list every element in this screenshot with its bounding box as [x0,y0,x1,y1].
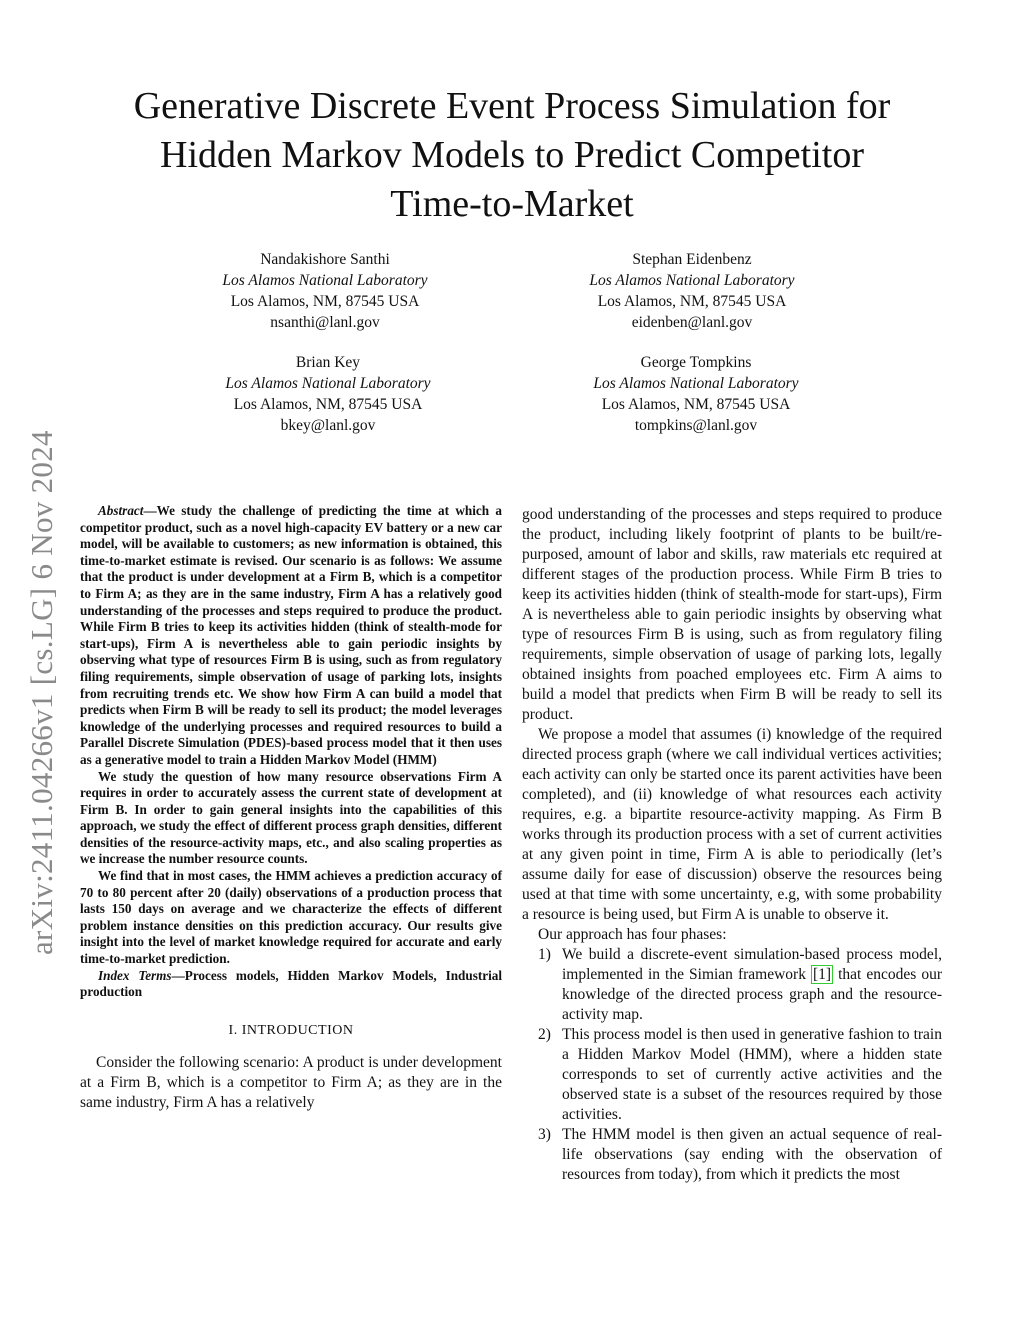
phase-item [522,1025,942,1125]
phase-number: 1) [538,946,551,963]
phase-text-cont: that encodes our knowledge of the directed process graph and the resource-activity map. [562,966,943,1023]
author-affiliation: Los Alamos National Laboratory [593,375,799,392]
abstract-label: Abstract [98,503,144,518]
author-affiliation: Los Alamos National Laboratory [225,375,431,392]
phase-text: The HMM model is then given an actual sequence of real-life observations (say ending with the observation of resources from today), from which it predicts the most [562,1126,942,1183]
phase-item [522,1125,942,1185]
author-address: Los Alamos, NM, 87545 USA [601,396,791,413]
author-affiliation: Los Alamos National Laboratory [589,272,795,289]
author-name: George Tompkins [640,354,752,371]
author-affiliation: Los Alamos National Laboratory [222,272,428,289]
phase-number: 2) [538,1026,551,1043]
abstract-paragraph: We find that in most cases, the HMM achieves a prediction accuracy of 70 to 80 percent after 20 (daily) observations of a production process that lasts 150 days on average and we characterize the effects of different problem instance densities on this prediction accuracy. Our results give insight into the level of market knowledge required for accurate and early time-to-market prediction. [80,868,502,967]
title-line: Generative Discrete Event Process Simulation for [133,85,891,127]
author-name: Nandakishore Santhi [260,251,390,268]
author-block-eidenbenz [532,249,852,333]
phases-list [522,945,942,1185]
body-paragraph: We propose a model that assumes (i) knowledge of the required directed process graph (where we call individual vertices activities; each activity can only be started once its parent activities have been completed), and (ii) knowledge of what resources each activity requires, e.g. a bipartite resource-activity mapping. As Firm B works through its production process with a set of current activities at any given point in time, Firm A is able to periodically (let’s assume daily for ease of discussion) observe the resources being used at that time with some uncertainty, e.g, with some probability a resource is being used, but Firm A is unable to observe it. [522,726,942,923]
author-name: Brian Key [295,354,361,371]
phases-intro: Our approach has four phases: [538,926,727,943]
phase-item [522,945,942,1025]
phase-text: We build a discrete-event simulation-based process model, implemented in the Simian framework [562,946,942,983]
index-terms-text: —Process models, Hidden Markov Models, Industrial production [80,967,502,1000]
author-address: Los Alamos, NM, 87545 USA [230,293,420,310]
author-email: eidenben@lanl.gov [631,314,753,331]
abstract-paragraph [80,503,502,769]
title-line: Hidden Markov Models to Predict Competitor [160,134,864,176]
index-terms-label: Index Terms [98,967,172,983]
author-block-santhi [165,249,485,333]
author-name: Stephan Eidenbenz [632,251,752,268]
citation-link[interactable]: [1] [813,966,832,983]
author-email: tompkins@lanl.gov [634,417,758,434]
right-column [522,505,942,1185]
index-terms [80,968,502,1001]
section-heading-introduction: I. INTRODUCTION [228,1022,354,1038]
phase-number: 3) [538,1126,551,1143]
arxiv-identifier: arXiv:2411.04266v1 [cs.LG] 6 Nov 2024 [24,430,59,955]
left-column [80,503,502,1113]
paper-title [80,82,944,229]
author-email: nsanthi@lanl.gov [270,314,380,331]
author-address: Los Alamos, NM, 87545 USA [233,396,423,413]
abstract [80,503,502,1001]
author-block-tompkins [536,352,856,436]
abstract-paragraph: We study the question of how many resource observations Firm A requires in order to accurately assess the current state of development at Firm B. In order to gain general insights into the capabilities of this approach, we study the effect of different process graph densities, different densities of the resource-activity maps, etc., and also scaling properties as we increase the number resource counts. [80,768,502,867]
author-block-key [168,352,488,436]
author-email: bkey@lanl.gov [280,417,376,434]
title-line: Time-to-Market [390,183,634,225]
body-paragraph: good understanding of the processes and steps required to produce the product, including likely footprint of plants to be built/re-purposed, amount of labor and skills, raw materials etc required at different stages of the production process. While Firm B tries to keep its activities hidden (think of stealth-mode for start-ups), Firm A is nevertheless able to gain periodic insights by observing what type of resources Firm B is using, such as from regulatory filing requirements, simple observation of usage of parking lots, legally obtained insights from poached employees etc. Firm A aims to build a model that predicts when Firm B will be ready to sell its product. [522,506,942,723]
abstract-text: —We study the challenge of predicting the time at which a competitor product, such as a novel high-capacity EV battery or a new car model, will be available to customers; as new information is obtained, this time-to-market estimate is revised. Our scenario is as follows: We assume that the product is under development at a Firm B, which is a competitor to Firm A; as they are in the same industry, Firm A has a relatively good understanding of the processes and steps required to produce the product. While Firm B tries to keep its activities hidden (think of stealth-mode for start-ups), Firm A is nevertheless able to gain periodic insights by observing what type of resources Firm B is using, such as from regulatory filing requirements, simple observation of usage of parking lots, insights from recruiting trends etc. We show how Firm A can build a model that predicts when Firm B will be ready to sell its product; the model leverages knowledge of the underlying processes and required resources to build a Parallel Discrete Simulation (PDES)-based process model that it then uses as a generative model to train a Hidden Markov Model (HMM) [80,503,502,767]
author-address: Los Alamos, NM, 87545 USA [597,293,787,310]
phase-text: This process model is then used in generative fashion to train a Hidden Markov Model (HMM), where a hidden state corresponds to set of currently active activities and the observed state is a subset of the resources required by those activities. [562,1026,942,1123]
body-paragraph: Consider the following scenario: A product is under development at a Firm B, which is a competitor to Firm A; as they are in the same industry, Firm A has a relatively [80,1053,502,1111]
